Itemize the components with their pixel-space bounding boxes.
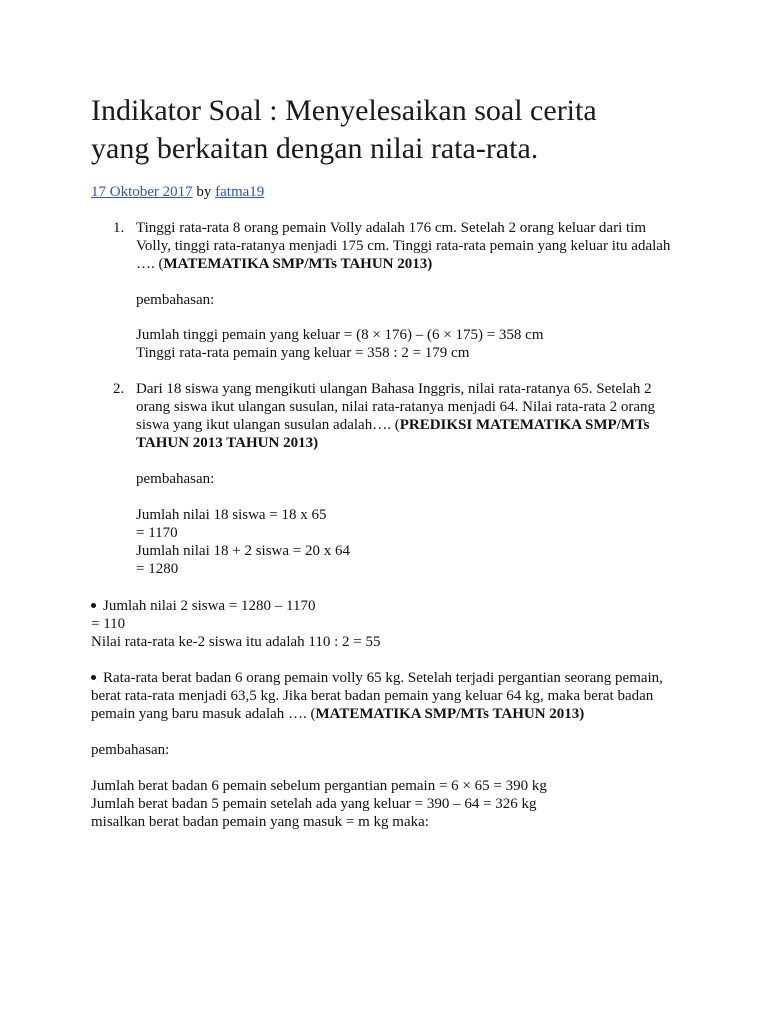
question-text-line: Dari 18 siswa yang mengikuti ulangan Bahasa Inggris, nilai rata-ratanya 65. Setelah 2 <box>136 381 652 397</box>
solution-line: = 1280 <box>136 561 179 577</box>
text-line: = 110 <box>91 616 126 632</box>
question-number: 1. <box>113 220 125 236</box>
question-text-line: Volly, tinggi rata-ratanya menjadi 175 cm. Tinggi rata-rata pemain yang keluar itu adalah <box>136 238 671 254</box>
question-number: 2. <box>113 381 125 397</box>
text-line: pemain yang baru masuk adalah …. (MATEMATIKA SMP/MTs TAHUN 2013) <box>91 706 585 722</box>
by-label: by <box>196 184 212 200</box>
pembahasan-label: pembahasan: <box>136 292 215 308</box>
author-link[interactable]: fatma19 <box>215 184 265 200</box>
bullet-icon <box>91 675 96 680</box>
question-text-line: Tinggi rata-rata 8 orang pemain Volly adalah 176 cm. Setelah 2 orang keluar dari tim <box>136 220 647 236</box>
source-label: MATEMATIKA SMP/MTs TAHUN 2013) <box>163 256 433 272</box>
solution-line: Tinggi rata-rata pemain yang keluar = 358 : 2 = 179 cm <box>136 345 470 361</box>
page-title <box>91 92 691 168</box>
text-line: Nilai rata-rata ke-2 siswa itu adalah 110 : 2 = 55 <box>91 634 381 650</box>
source-label: TAHUN 2013 TAHUN 2013) <box>136 435 319 451</box>
solution-line: Jumlah berat badan 6 pemain sebelum pergantian pemain = 6 × 65 = 390 kg <box>91 778 547 794</box>
solution-line: = 1170 <box>136 525 178 541</box>
post-meta <box>91 183 264 201</box>
title-line-1: Indikator Soal : Menyelesaikan soal cerita <box>91 94 597 127</box>
question-text-line: orang siswa ikut ulangan susulan, nilai rata-ratanya menjadi 64. Nilai rata-rata 2 orang <box>136 399 655 415</box>
pembahasan-label: pembahasan: <box>136 471 215 487</box>
solution-line: Jumlah berat badan 5 pemain setelah ada yang keluar = 390 – 64 = 326 kg <box>91 796 537 812</box>
pembahasan-label: pembahasan: <box>91 742 170 758</box>
source-label: PREDIKSI MATEMATIKA SMP/MTs <box>399 417 650 433</box>
date-link[interactable]: 17 Oktober 2017 <box>91 184 193 200</box>
bullet-line: Rata-rata berat badan 6 orang pemain volly 65 kg. Setelah terjadi pergantian seorang pemain, <box>91 669 691 687</box>
text-line: berat rata-rata menjadi 63,5 kg. Jika berat badan pemain yang keluar 64 kg, maka berat badan <box>91 688 654 704</box>
question-text-line: siswa yang ikut ulangan susulan adalah…. (PREDIKSI MATEMATIKA SMP/MTs <box>136 417 650 433</box>
question-text-line: …. (MATEMATIKA SMP/MTs TAHUN 2013) <box>136 256 433 272</box>
solution-line: Jumlah nilai 18 siswa = 18 x 65 <box>136 507 327 523</box>
solution-line: misalkan berat badan pemain yang masuk = m kg maka: <box>91 814 429 830</box>
solution-line: Jumlah nilai 18 + 2 siswa = 20 x 64 <box>136 543 350 559</box>
title-line-2: yang berkaitan dengan nilai rata-rata. <box>91 132 539 165</box>
source-label: MATEMATIKA SMP/MTs TAHUN 2013) <box>315 706 585 722</box>
solution-line: Jumlah tinggi pemain yang keluar = (8 × 176) – (6 × 175) = 358 cm <box>136 327 544 343</box>
bullet-icon <box>91 603 96 608</box>
bullet-line: Jumlah nilai 2 siswa = 1280 – 1170 <box>91 597 691 615</box>
